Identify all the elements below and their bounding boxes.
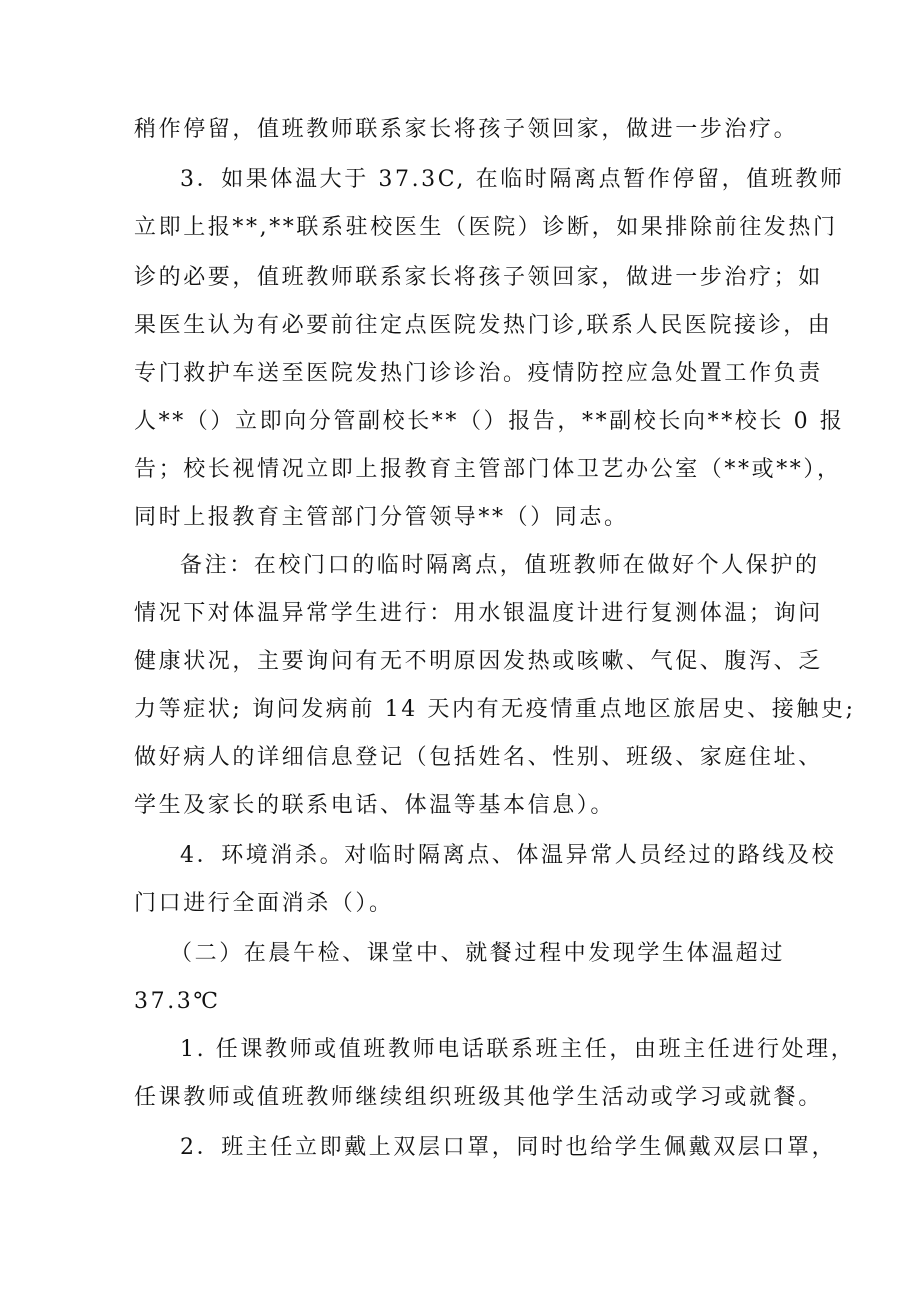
text-line: 4．环境消杀。对临时隔离点、体温异常人员经过的路线及校 [180, 843, 837, 868]
text-line: 备注：在校门口的临时隔离点，值班教师在做好个人保护的 [180, 553, 820, 578]
text-line: 2．班主任立即戴上双层口罩，同时也给学生佩戴双层口罩， [180, 1135, 837, 1160]
text-line: 立即上报**,**联系驻校医生（医院）诊断，如果排除前往发热门 [134, 215, 838, 240]
text-line: 任课教师或值班教师继续组织班级其他学生活动或学习或就餐。 [134, 1085, 823, 1110]
text-line: 健康状况，主要询问有无不明原因发热或咳嗽、气促、腹泻、乏 [134, 649, 823, 674]
text-line: 学生及家长的联系电话、体温等基本信息）。 [134, 793, 616, 818]
text-line: 告；校长视情况立即上报教育主管部门体卫艺办公室（**或**）， [134, 457, 842, 482]
text-line: 诊的必要，值班教师联系家长将孩子领回家，做进一步治疗；如 [134, 265, 823, 290]
text-line: 情况下对体温异常学生进行：用水银温度计进行复测体温；询问 [134, 601, 823, 626]
text-line: 力等症状; 询问发病前 14 天内有无疫情重点地区旅居史、接触史; [134, 697, 856, 722]
text-line: 做好病人的详细信息登记（包括姓名、性别、班级、家庭住址、 [134, 745, 823, 770]
text-line: 门口进行全面消杀（）。 [134, 891, 394, 916]
text-line: 同时上报教育主管部门分管领导**（）同志。 [134, 505, 629, 530]
text-line: 稍作停留，值班教师联系家长将孩子领回家，做进一步治疗。 [134, 117, 799, 142]
text-line: 专门救护车送至医院发热门诊诊治。疫情防控应急处置工作负责 [134, 361, 823, 386]
text-line: 3．如果体温大于 37.3C, 在临时隔离点暂作停留，值班教师 [180, 167, 845, 192]
text-line: 人**（）立即向分管副校长**（）报告，**副校长向**校长 0 报 [134, 409, 845, 434]
text-line: 37.3℃ [134, 989, 221, 1014]
text-line: 1. 任课教师或值班教师电话联系班主任，由班主任进行处理， [180, 1037, 856, 1062]
text-line: 果医生认为有必要前往定点医院发热门诊,联系人民医院接诊，由 [134, 313, 833, 338]
section-heading: （二）在晨午检、课堂中、就餐过程中发现学生体温超过 [170, 941, 786, 966]
